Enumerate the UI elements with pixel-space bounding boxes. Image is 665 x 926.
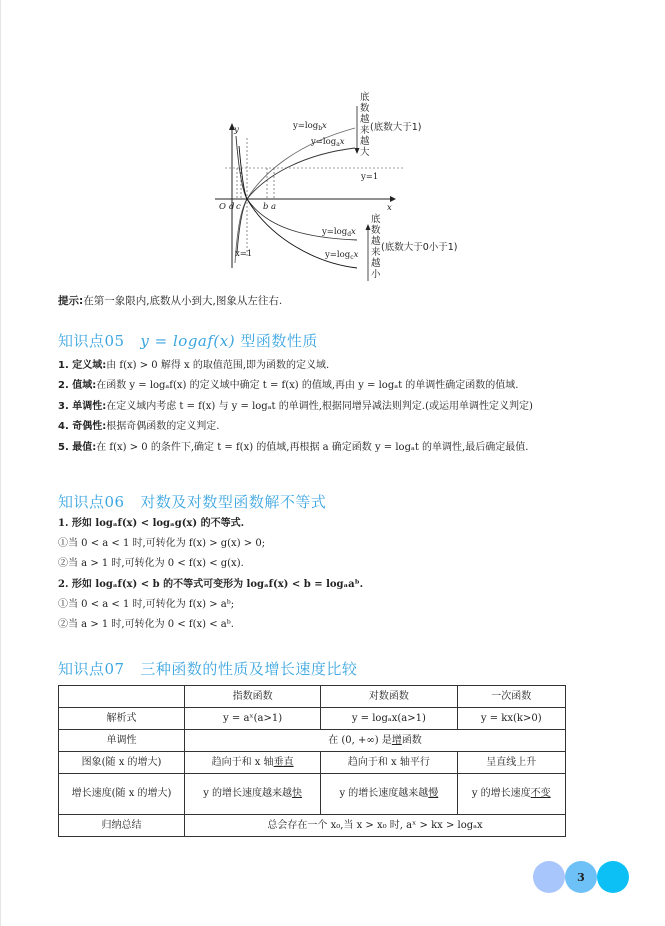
x-axis-arrow-icon (390, 196, 396, 202)
curve-a-label: $y=\log_ax$ (311, 137, 345, 148)
table-row-label: 单调性 (59, 730, 185, 752)
lower-note: (底数大于0小于1) (381, 242, 458, 253)
hint-text: 在第一象限内,底数从小到大,图象从左往右. (83, 295, 283, 307)
hint (58, 293, 282, 308)
up-arrow-icon (366, 224, 371, 230)
log-curves-svg (205, 88, 475, 285)
table-cell: 趋向于和 x 轴垂直 (185, 752, 321, 774)
table-row-label: 解析式 (59, 708, 185, 730)
table-row-speed (59, 774, 566, 815)
curve-log-b (235, 128, 355, 263)
svg-text:大: 大 (360, 147, 370, 158)
curve-d-label: $y=\log_dx$ (322, 227, 356, 238)
table-cell: y = kx(k>0) (457, 708, 565, 730)
table-cell: y = aˣ(a>1) (185, 708, 321, 730)
section-05-item-1: 1. 定义域:由 f(x) > 0 解得 x 的取值范围,即为函数的定义域. (58, 360, 330, 371)
origin-label: O (219, 202, 226, 212)
svg-text:越: 越 (360, 136, 370, 147)
c-label: c (236, 202, 241, 212)
b-label: b (263, 202, 269, 212)
section-06-title: 知识点06 对数及对数型函数解不等式 (58, 493, 327, 511)
table-cell: y 的增长速度越来越快 (185, 774, 321, 815)
upper-note: (底数大于1) (370, 122, 422, 133)
curve-log-a (237, 148, 355, 253)
table-header-cell: 对数函数 (321, 686, 457, 708)
page-number: 3 (565, 861, 597, 893)
table-header-row (59, 686, 566, 708)
d-label: d (229, 202, 235, 212)
section-07-title: 知识点07 三种函数的性质及增长速度比较 (58, 660, 358, 678)
table-row-graph (59, 752, 566, 774)
section-05-item-3: 3. 单调性:在定义域内考虑 t = f(x) 与 y = logₐt 的单调性,根据同增异减法则判定.(或运用单调性定义判定) (58, 401, 533, 412)
table-row-label: 图象(随 x 的增大) (59, 752, 185, 774)
svg-text:越: 越 (371, 236, 381, 247)
table-cell: y 的增长速度越来越慢 (321, 774, 457, 815)
table-cell: y 的增长速度不变 (457, 774, 565, 815)
section-06-line-4: 2. 形如 logₐf(x) < b 的不等式可变形为 logₐf(x) < b = logₐaᵇ. (58, 579, 364, 590)
table-row-label: 增长速度(随 x 的增大) (59, 774, 185, 815)
page-dot-decoration (597, 861, 629, 893)
x-eq-1-label: x=1 (235, 249, 253, 259)
svg-text:越: 越 (360, 114, 370, 125)
upper-vertical-text (360, 91, 370, 158)
x-axis-label: x (387, 203, 392, 213)
page-left-border (0, 0, 1, 926)
table-header-cell (59, 686, 185, 708)
svg-text:小: 小 (371, 269, 381, 280)
section-06-line-6: ②当 a > 1 时,可转化为 0 < f(x) < aᵇ. (58, 619, 234, 630)
section-05-formula: y = logaf(x) (140, 332, 236, 350)
table-header-cell: 指数函数 (185, 686, 321, 708)
section-05-title: 知识点05 y = logaf(x) 型函数性质 (58, 332, 318, 350)
table-row-monotonicity (59, 730, 566, 752)
section-06-line-5: ①当 0 < a < 1 时,可转化为 f(x) > aᵇ; (58, 599, 235, 610)
hint-label: 提示: (58, 295, 84, 307)
table-cell-merged: 总会存在一个 x₀,当 x > x₀ 时, aˣ > kx > logₐx (185, 815, 566, 837)
svg-text:来: 来 (371, 247, 381, 258)
section-06-line-1: 1. 形如 logₐf(x) < logₐg(x) 的不等式. (58, 518, 245, 529)
table-header-cell: 一次函数 (457, 686, 565, 708)
lower-vertical-text (371, 213, 381, 280)
y-eq-1-label: y=1 (361, 172, 379, 182)
svg-text:数: 数 (371, 225, 381, 236)
down-arrow-icon (355, 148, 360, 154)
a-label: a (271, 202, 277, 212)
curve-b-label: $y=\log_bx$ (293, 121, 327, 132)
table-cell: y = logₐx(a>1) (321, 708, 457, 730)
svg-text:越: 越 (371, 258, 381, 269)
y-axis-label: y (234, 125, 239, 135)
svg-text:来: 来 (360, 125, 370, 136)
table-row-summary (59, 815, 566, 837)
page-indicator (533, 861, 633, 893)
section-05-item-2: 2. 值域:在函数 y = logₐf(x) 的定义域中确定 t = f(x) 的值域,再由 y = logₐt 的单调性确定函数的值域. (58, 380, 519, 391)
section-06-line-3: ②当 a > 1 时,可转化为 0 < f(x) < g(x). (58, 558, 244, 569)
table-cell: 趋向于和 x 轴平行 (321, 752, 457, 774)
table-row-formula (59, 708, 566, 730)
table-row-label: 归纳总结 (59, 815, 185, 837)
svg-text:底: 底 (360, 92, 370, 103)
svg-text:底: 底 (371, 214, 381, 225)
section-05-item-5: 5. 最值:在 f(x) > 0 的条件下,确定 t = f(x) 的值域,再根据 a 确定函数 y = logₐt 的单调性,最后确定最值. (58, 442, 529, 453)
section-06-line-2: ①当 0 < a < 1 时,可转化为 f(x) > g(x) > 0; (58, 538, 266, 549)
table-cell-merged: 在 (0, +∞) 是增函数 (185, 730, 566, 752)
section-05-item-4: 4. 奇偶性:根据奇偶函数的定义判定. (58, 421, 220, 432)
svg-text:数: 数 (360, 103, 370, 114)
comparison-table (58, 685, 566, 837)
curve-c-label: $y=\log_cx$ (325, 250, 359, 261)
table-cell: 呈直线上升 (457, 752, 565, 774)
page-dot-decoration (533, 861, 565, 893)
log-curves-figure (205, 88, 475, 285)
